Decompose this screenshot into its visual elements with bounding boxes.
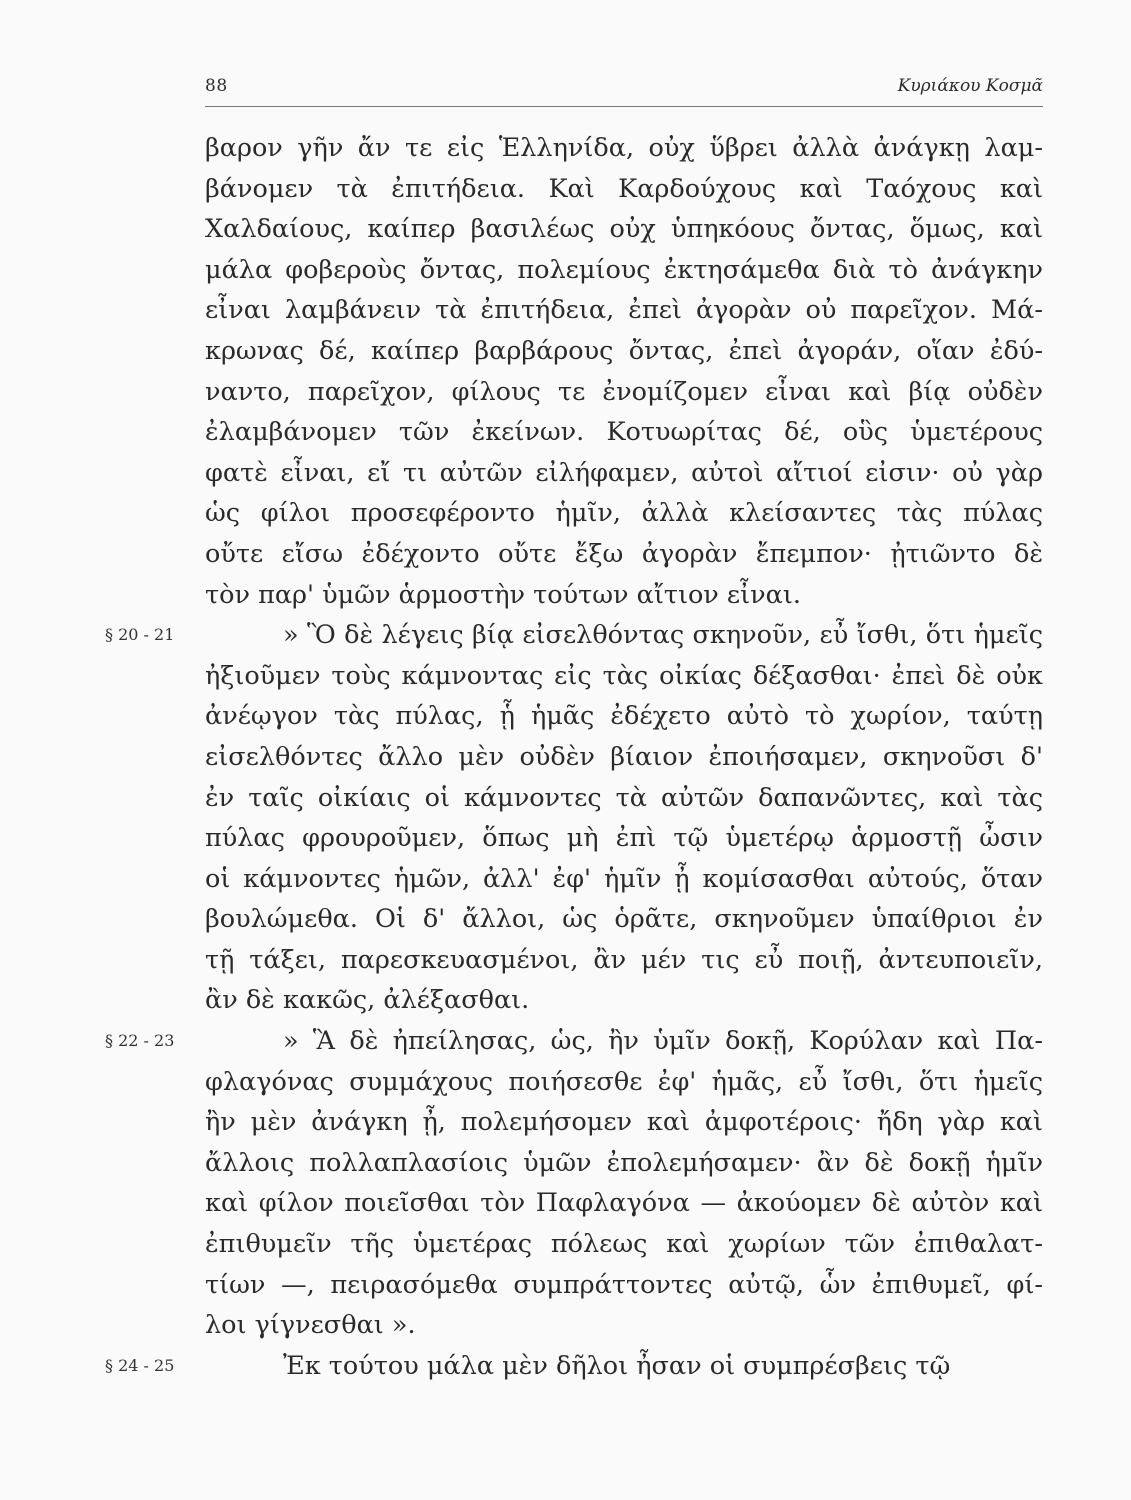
text-line — [205, 372, 1043, 413]
line-text: » Ἃ δὲ ἠπείλησας, ὡς, ἢν ὑμῖν δοκῇ, Κορύλαν καὶ Πα- — [283, 1026, 1043, 1057]
text-line — [205, 980, 1043, 1021]
text-line — [205, 575, 1043, 616]
text-line — [105, 1021, 1043, 1062]
page-number: 88 — [205, 76, 228, 96]
text-line — [205, 1224, 1043, 1265]
line-text: ἂν δὲ κακῶς, ἀλέξασθαι. — [205, 985, 530, 1016]
line-text: ἐπιθυμεῖν τῆς ὑμετέρας πόλεως καὶ χωρίων τῶν ἐπιθαλατ- — [205, 1229, 1043, 1260]
section-marker: § 20 - 21 — [105, 625, 175, 645]
text-line — [205, 1305, 1043, 1346]
section-marker: § 24 - 25 — [105, 1355, 175, 1375]
line-text: βάνομεν τὰ ἐπιτήδεια. Καὶ Καρδούχους καὶ Ταόχους καὶ — [205, 173, 1043, 204]
line-text: οἱ κάμνοντες ἡμῶν, ἀλλ' ἐφ' ἡμῖν ᾖ κομίσασθαι αὐτούς, ὅταν — [205, 863, 1043, 894]
running-title: Κυριάκου Κοσμᾶ — [897, 76, 1043, 96]
line-text: μάλα φοβεροὺς ὄντας, πολεμίους ἐκτησάμεθα διὰ τὸ ἀνάγκην — [205, 254, 1043, 285]
line-text: τίων —, πειρασόμεθα συμπράττοντες αὐτῷ, ὧν ἐπιθυμεῖ, φί- — [205, 1269, 1043, 1300]
line-text: φατὲ εἶναι, εἴ τι αὐτῶν εἰλήφαμεν, αὐτοὶ αἴτιοί εἰσιν· οὐ γὰρ — [205, 457, 1043, 488]
text-line — [205, 737, 1043, 778]
text-body — [105, 128, 1043, 1386]
line-text: εἶναι λαμβάνειν τὰ ἐπιτήδεια, ἐπεὶ ἀγορὰν οὐ παρεῖχον. Μά- — [205, 295, 1043, 326]
line-text: τὸν παρ' ὑμῶν ἁρμοστὴν τούτων αἴτιον εἶναι. — [205, 579, 801, 610]
text-line — [205, 1102, 1043, 1143]
line-text: ἐλαμβάνομεν τῶν ἐκείνων. Κοτυωρίτας δέ, οὓς ὑμετέρους — [205, 417, 1043, 448]
line-text: οὔτε εἴσω ἐδέχοντο οὔτε ἔξω ἀγορὰν ἔπεμπον· ᾐτιῶντο δὲ — [205, 538, 1043, 569]
text-line — [205, 940, 1043, 981]
text-line — [205, 493, 1043, 534]
line-text: ἢν μὲν ἀνάγκη ᾖ, πολεμήσομεν καὶ ἀμφοτέροις· ἤδη γὰρ καὶ — [205, 1107, 1043, 1138]
line-text: φλαγόνας συμμάχους ποιήσεσθε ἐφ' ἡμᾶς, εὖ ἴσθι, ὅτι ἡμεῖς — [205, 1066, 1043, 1097]
line-text: ὡς φίλοι προσεφέροντο ἡμῖν, ἀλλὰ κλείσαντες τὰς πύλας — [205, 498, 1043, 529]
line-text: βαρον γῆν ἄν τε εἰς Ἑλληνίδα, οὐχ ὕβρει ἀλλὰ ἀνάγκῃ λαμ- — [205, 133, 1043, 163]
text-line — [205, 818, 1043, 859]
line-text: ἠξιοῦμεν τοὺς κάμνοντας εἰς τὰς οἰκίας δέξασθαι· ἐπεὶ δὲ οὐκ — [205, 660, 1043, 691]
text-line — [205, 290, 1043, 331]
text-line — [205, 534, 1043, 575]
text-line — [205, 696, 1043, 737]
header-rule — [205, 106, 1043, 107]
running-head — [205, 76, 1043, 104]
text-line — [205, 412, 1043, 453]
text-line — [205, 250, 1043, 291]
text-line — [205, 1143, 1043, 1184]
line-text: Ἐκ τούτου μάλα μὲν δῆλοι ἦσαν οἱ συμπρέσβεις τῷ — [283, 1350, 951, 1381]
text-line — [205, 778, 1043, 819]
line-text: » Ὃ δὲ λέγεις βίᾳ εἰσελθόντας σκηνοῦν, εὖ ἴσθι, ὅτι ἡμεῖς — [283, 620, 1043, 651]
line-text: εἰσελθόντες ἄλλο μὲν οὐδὲν βίαιον ἐποιήσαμεν, σκηνοῦσι δ' — [205, 741, 1043, 772]
text-line — [105, 1346, 1043, 1387]
line-text: λοι γίγνεσθαι ». — [205, 1310, 416, 1341]
text-line — [205, 1183, 1043, 1224]
line-text: καὶ φίλον ποιεῖσθαι τὸν Παφλαγόνα — ἀκούομεν δὲ αὐτὸν καὶ — [205, 1188, 1043, 1219]
line-text: Χαλδαίους, καίπερ βασιλέως οὐχ ὑπηκόους ὄντας, ὅμως, καὶ — [205, 214, 1043, 245]
line-text: κρωνας δέ, καίπερ βαρβάρους ὄντας, ἐπεὶ ἀγοράν, οἵαν ἐδύ- — [205, 335, 1043, 366]
text-line — [205, 656, 1043, 697]
section-marker: § 22 - 23 — [105, 1031, 175, 1051]
line-text: ἄλλοις πολλαπλασίοις ὑμῶν ἐπολεμήσαμεν· ἂν δὲ δοκῇ ἡμῖν — [205, 1147, 1043, 1178]
text-line — [105, 615, 1043, 656]
line-text: ἀνέῳγον τὰς πύλας, ᾗ ἡμᾶς ἐδέχετο αὐτὸ τὸ χωρίον, ταύτῃ — [205, 701, 1043, 732]
text-line — [205, 331, 1043, 372]
text-line — [205, 1265, 1043, 1306]
text-line — [205, 169, 1043, 210]
text-line — [205, 209, 1043, 250]
line-text: πύλας φρουροῦμεν, ὅπως μὴ ἐπὶ τῷ ὑμετέρῳ ἁρμοστῇ ὦσιν — [205, 823, 1043, 854]
line-text: ἐν ταῖς οἰκίαις οἱ κάμνοντες τὰ αὐτῶν δαπανῶντες, καὶ τὰς — [205, 782, 1043, 813]
line-text: τῇ τάξει, παρεσκευασμένοι, ἂν μέν τις εὖ ποιῇ, ἀντευποιεῖν, — [205, 944, 1043, 975]
text-line — [205, 1062, 1043, 1103]
line-text: ναντο, παρεῖχον, φίλους τε ἐνομίζομεν εἶναι καὶ βίᾳ οὐδὲν — [205, 376, 1043, 407]
text-line — [205, 859, 1043, 900]
text-line — [205, 128, 1043, 169]
line-text: βουλώμεθα. Οἱ δ' ἄλλοι, ὡς ὁρᾶτε, σκηνοῦμεν ὑπαίθριοι ἐν — [205, 904, 1043, 935]
text-line — [205, 899, 1043, 940]
text-line — [205, 453, 1043, 494]
